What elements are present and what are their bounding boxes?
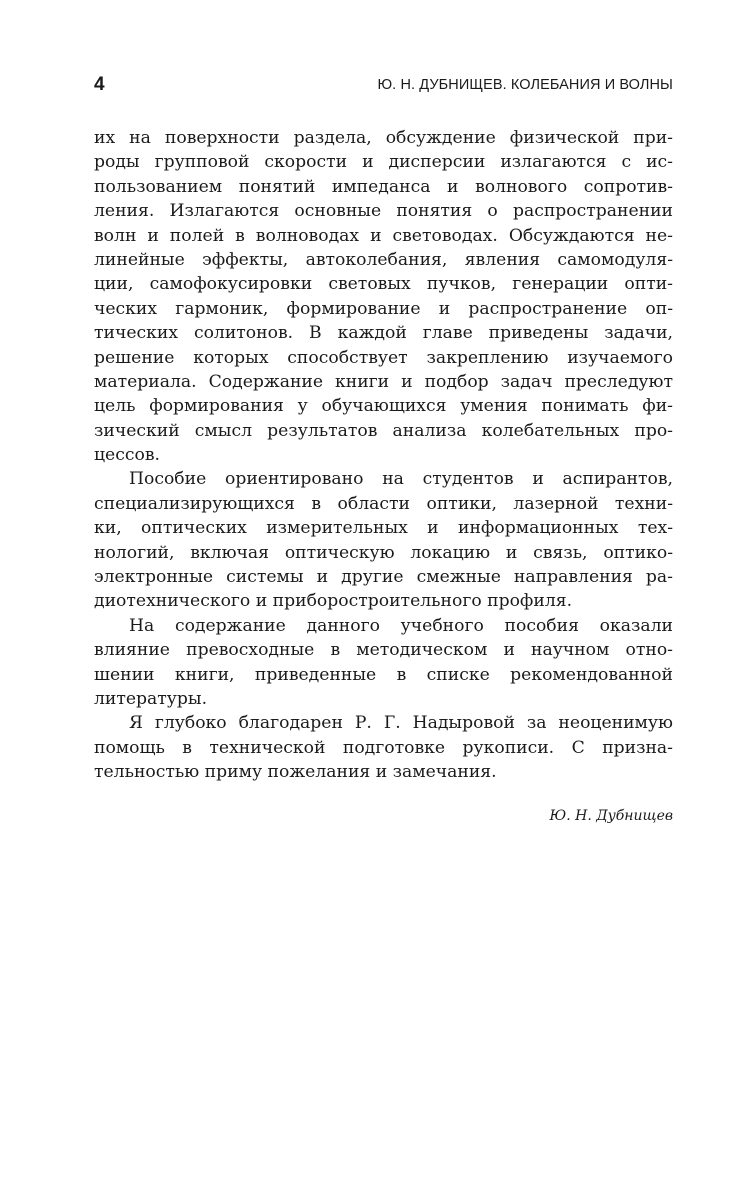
text-line: ции, самофокусировки световых пучков, генерации опти-	[94, 274, 673, 295]
text-line: ления. Излагаются основные понятия о распространении	[94, 201, 673, 222]
text-line: Пособие ориентировано на студентов и аспирантов,	[129, 469, 673, 490]
text-line: ки, оптических измерительных и информационных тех-	[94, 518, 673, 539]
text-line: решение которых способствует закреплению изучаемого	[94, 347, 673, 368]
text-line: тических солитонов. В каждой главе приведены задачи,	[94, 323, 673, 344]
text-line: На содержание данного учебного пособия оказали	[129, 615, 673, 636]
text-line: влияние превосходные в методическом и научном отно-	[94, 640, 673, 661]
text-line: цессов.	[94, 445, 160, 466]
running-header	[94, 74, 673, 96]
text-line: зический смысл результатов анализа колебательных про-	[94, 420, 673, 441]
running-title: Ю. Н. ДУБНИЩЕВ. КОЛЕБАНИЯ И ВОЛНЫ	[377, 77, 673, 93]
text-line: ческих гармоник, формирование и распространение оп-	[94, 298, 673, 319]
text-line: линейные эффекты, автоколебания, явления самомодуля-	[94, 249, 673, 270]
text-line: специализирующихся в области оптики, лазерной техни-	[94, 493, 673, 514]
paragraph-4	[94, 711, 673, 784]
text-line: диотехнического и приборостроительного профиля.	[94, 591, 573, 612]
text-line: тельностью приму пожелания и замечания.	[94, 762, 497, 783]
text-line: Я глубоко благодарен Р. Г. Надыровой за неоценимую	[129, 713, 673, 734]
author-signature: Ю. Н. Дубнищев	[549, 808, 673, 824]
text-line: волн и полей в волноводах и световодах. Обсуждаются не-	[94, 225, 673, 246]
text-line: роды групповой скорости и дисперсии излагаются с ис-	[94, 152, 673, 173]
text-line: их на поверхности раздела, обсуждение физической при-	[94, 128, 673, 148]
text-line: цель формирования у обучающихся умения понимать фи-	[94, 396, 673, 417]
paragraph-3	[94, 614, 673, 712]
paragraph-1	[94, 126, 673, 467]
text-line: материала. Содержание книги и подбор задач преследуют	[94, 371, 673, 392]
paragraph-2	[94, 467, 673, 613]
text-line: электронные системы и другие смежные направления ра-	[94, 567, 673, 588]
text-line: литературы.	[94, 688, 208, 709]
page-number: 4	[94, 74, 105, 95]
body-text	[94, 126, 673, 785]
text-line: нологий, включая оптическую локацию и связь, оптико-	[94, 542, 673, 563]
text-line: шении книги, приведенные в списке рекомендованной	[94, 664, 673, 685]
text-line: пользованием понятий импеданса и волнового сопротив-	[94, 176, 673, 197]
text-line: помощь в технической подготовке рукописи. С призна-	[94, 737, 673, 758]
